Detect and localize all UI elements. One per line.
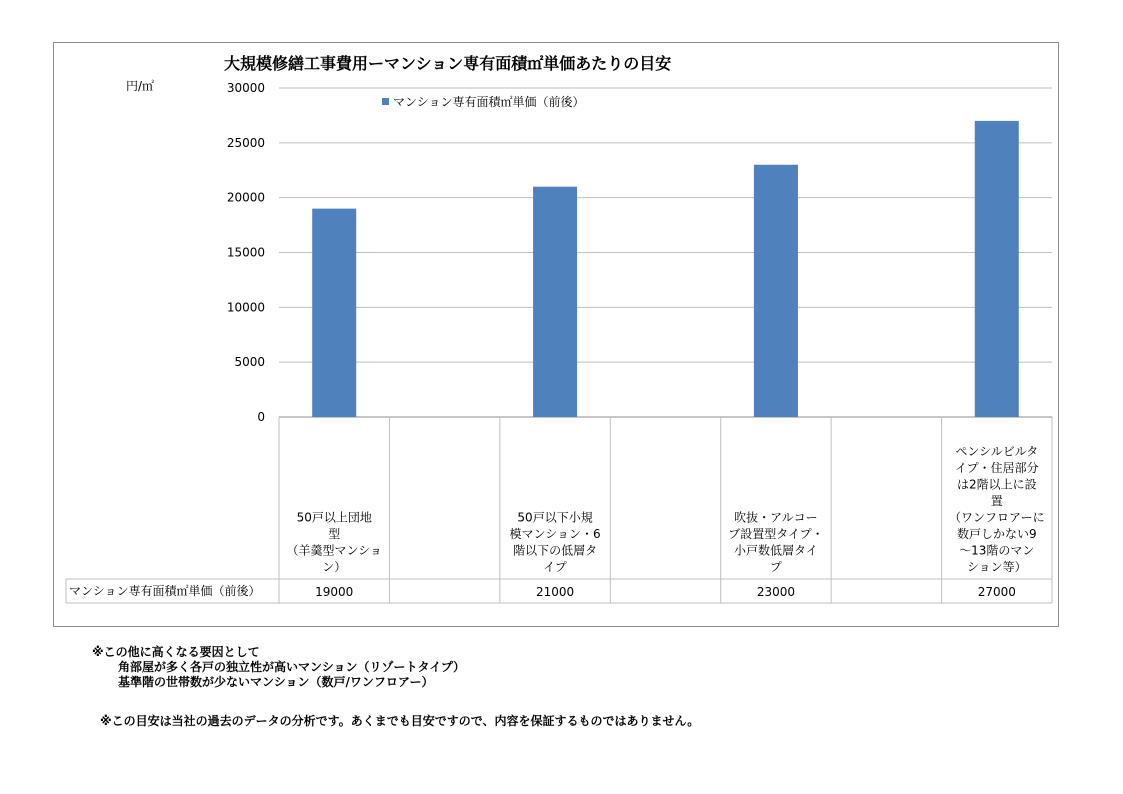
notes-heading: ※この他に高くなる要因として — [92, 645, 260, 659]
category-label-line: 模マンション・6 — [509, 527, 601, 541]
data-table-value-1: 19000 — [315, 585, 354, 599]
category-label-line: 50戸以上団地 — [296, 510, 372, 525]
chart-frame — [53, 42, 1059, 627]
category-label-line: イプ・住居部分 — [954, 461, 1039, 475]
category-label-line: 小戸数低層タイ — [734, 543, 818, 558]
disclaimer: ※この目安は当社の過去のデータの分析です。あくまでも目安ですので、内容を保証するものではありません。 — [100, 714, 700, 728]
y-tick-label: 25000 — [226, 135, 265, 150]
category-label-line: 型 — [328, 527, 341, 541]
category-label-line: （ワンフロアーに — [948, 510, 1045, 525]
bar-chart — [54, 43, 1060, 628]
category-label-line: プ — [769, 560, 782, 574]
bar-1 — [312, 209, 356, 417]
category-label-1 — [286, 510, 381, 575]
y-tick-label: 0 — [257, 410, 265, 424]
data-table-value-7: 27000 — [977, 585, 1016, 599]
y-tick-label: 20000 — [226, 190, 265, 205]
category-label-line: ペンシルビルタ — [955, 444, 1039, 459]
category-label-line: イプ — [543, 560, 567, 574]
y-tick-label: 10000 — [226, 300, 265, 315]
category-label-7 — [949, 445, 1045, 575]
note-item-2: 基準階の世帯数が少ないマンション（数戸/ワンフロアー） — [118, 675, 434, 689]
category-label-line: ン） — [322, 560, 347, 574]
y-tick-label: 30000 — [226, 81, 265, 95]
legend-label: マンション専有面積㎡単価（前後） — [393, 95, 585, 109]
category-label-line: （羊羹型マンショ — [286, 543, 382, 558]
category-label-line: 吹抜・アルコー — [734, 510, 818, 525]
data-table-value-5: 23000 — [756, 585, 796, 599]
category-label-line: 数戸しかない9 — [956, 527, 1037, 541]
notes-section — [92, 645, 465, 690]
note-item-1: 角部屋が多く各戸の独立性が高いマンション（リゾートタイプ） — [118, 660, 465, 674]
category-label-line: ブ設置型タイプ・ — [728, 527, 824, 541]
y-tick-label: 15000 — [226, 245, 265, 260]
category-label-3 — [510, 510, 601, 575]
category-label-5 — [728, 510, 823, 575]
y-tick-label: 5000 — [234, 355, 265, 370]
bar-5 — [754, 165, 798, 417]
category-label-line: ション等） — [966, 560, 1027, 574]
data-table-value-3: 21000 — [535, 585, 575, 599]
data-table-series-label: マンション専有面積㎡単価（前後） — [69, 584, 261, 598]
legend-swatch — [382, 98, 389, 105]
category-label-line: は2階以上に設 — [956, 477, 1037, 492]
y-axis-label: 円/㎡ — [126, 79, 155, 93]
bar-3 — [533, 187, 577, 417]
category-label-line: 階以下の低層タ — [513, 543, 598, 558]
category-label-line: 50戸以下小規 — [517, 510, 593, 525]
chart-title: 大規模修繕工事費用ーマンション専有面積㎡単価あたりの目安 — [224, 54, 672, 73]
bar-7 — [975, 121, 1019, 417]
category-label-line: ～13階のマン — [959, 543, 1035, 558]
category-label-line: 置 — [990, 494, 1003, 508]
